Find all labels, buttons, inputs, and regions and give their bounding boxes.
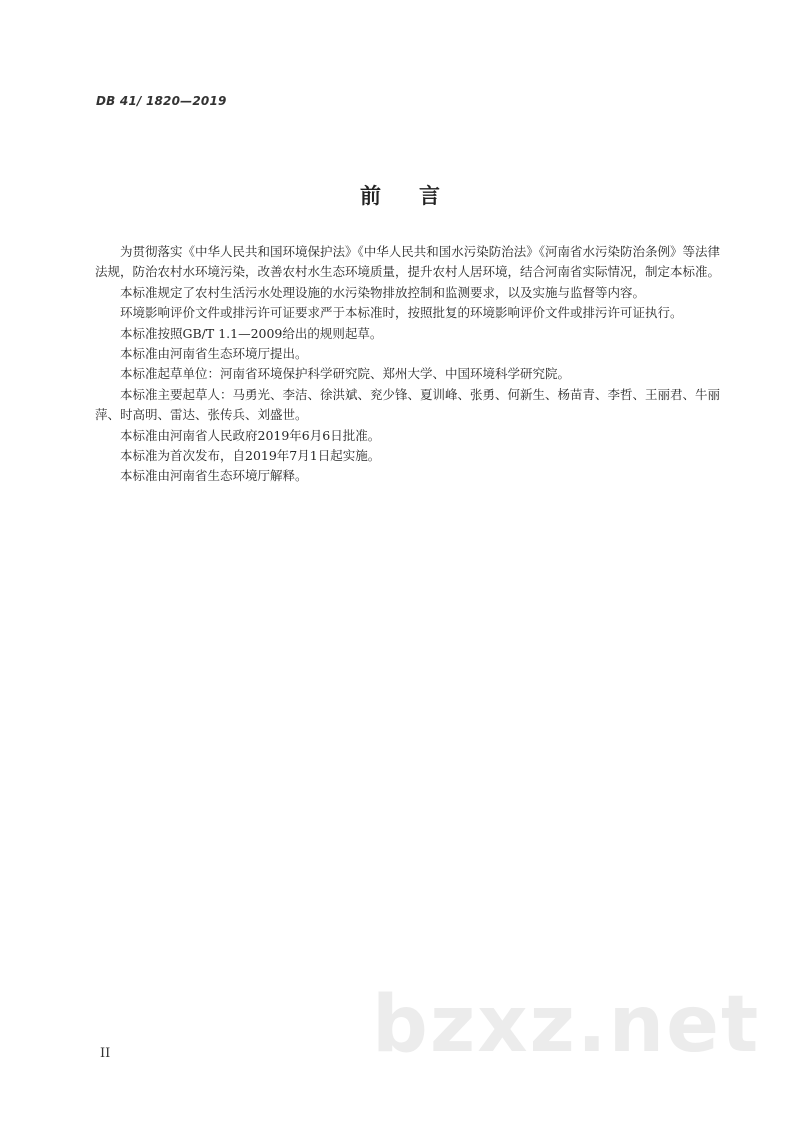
paragraph-eia-requirement: 环境影响评价文件或排污许可证要求严于本标准时，按照批复的环境影响评价文件或排污许可证执行。 (120, 305, 683, 321)
page-title: 前言 (360, 184, 478, 208)
paragraph-interpretation: 本标准由河南省生态环境厅解释。 (120, 468, 308, 484)
paragraph-drafting-rules: 本标准按照GB/T 1.1—2009给出的规则起草。 (120, 325, 383, 341)
document-code: DB 41/ 1820—2019 (96, 94, 227, 108)
paragraph-approval: 本标准由河南省人民政府2019年6月6日批准。 (120, 427, 381, 443)
foreword-body (95, 242, 720, 487)
watermark: bzxz.net (372, 980, 761, 1070)
paragraph-drafters: 本标准主要起草人：马勇光、李洁、徐洪斌、兖少锋、夏训峰、张勇、何新生、杨苗青、李哲、王丽君、牛丽萍、时高明、雷达、张传兵、刘盛世。 (95, 386, 721, 423)
paragraph-purpose: 为贯彻落实《中华人民共和国环境保护法》《中华人民共和国水污染防治法》《河南省水污染防治条例》等法律法规，防治农村水环境污染，改善农村水生态环境质量，提升农村人居环境，结合河南省实际情况，制定本标准。 (95, 244, 721, 280)
paragraph-drafting-units: 本标准起草单位：河南省环境保护科学研究院、郑州大学、中国环境科学研究院。 (120, 366, 571, 382)
paragraph-proposer: 本标准由河南省生态环境厅提出。 (120, 346, 308, 362)
paragraph-scope: 本标准规定了农村生活污水处理设施的水污染物排放控制和监测要求，以及实施与监督等内容。 (120, 284, 646, 300)
paragraph-first-release: 本标准为首次发布，自2019年7月1日起实施。 (120, 448, 381, 464)
page-number: II (100, 1046, 111, 1061)
